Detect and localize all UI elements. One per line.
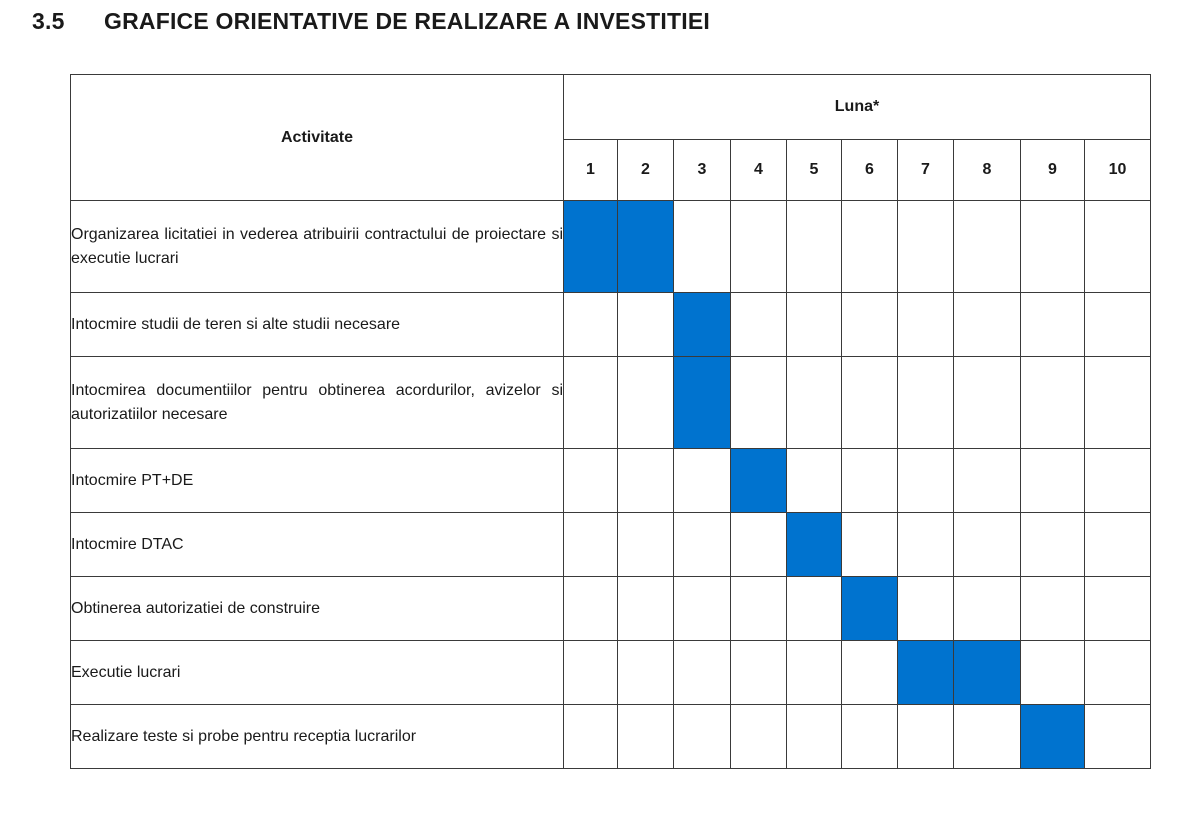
gantt-empty-cell xyxy=(564,293,618,357)
gantt-empty-cell xyxy=(618,705,674,769)
month-header-7: 7 xyxy=(898,140,954,201)
gantt-empty-cell xyxy=(898,705,954,769)
month-header-2: 2 xyxy=(618,140,674,201)
gantt-empty-cell xyxy=(787,293,842,357)
gantt-empty-cell xyxy=(674,641,731,705)
activity-label: Intocmirea documentiilor pentru obtinerea acordurilor, avizelor si autorizatiilor necesare xyxy=(71,357,564,449)
gantt-empty-cell xyxy=(618,293,674,357)
table-row xyxy=(71,449,1151,513)
gantt-empty-cell xyxy=(674,513,731,577)
gantt-empty-cell xyxy=(1085,705,1151,769)
table-row xyxy=(71,201,1151,293)
month-header-9: 9 xyxy=(1021,140,1085,201)
gantt-empty-cell xyxy=(954,705,1021,769)
gantt-empty-cell xyxy=(564,513,618,577)
gantt-empty-cell xyxy=(1021,449,1085,513)
gantt-empty-cell xyxy=(1021,641,1085,705)
gantt-empty-cell xyxy=(842,513,898,577)
gantt-empty-cell xyxy=(954,449,1021,513)
gantt-empty-cell xyxy=(898,577,954,641)
gantt-empty-cell xyxy=(954,293,1021,357)
month-header-1: 1 xyxy=(564,140,618,201)
section-number: 3.5 xyxy=(32,8,65,34)
month-header-5: 5 xyxy=(787,140,842,201)
gantt-empty-cell xyxy=(842,201,898,293)
table-row xyxy=(71,705,1151,769)
activity-label: Intocmire studii de teren si alte studii necesare xyxy=(71,293,564,357)
gantt-empty-cell xyxy=(787,705,842,769)
gantt-empty-cell xyxy=(787,201,842,293)
gantt-empty-cell xyxy=(898,357,954,449)
gantt-empty-cell xyxy=(842,705,898,769)
month-header-8: 8 xyxy=(954,140,1021,201)
gantt-empty-cell xyxy=(618,449,674,513)
table-row xyxy=(71,577,1151,641)
gantt-empty-cell xyxy=(674,705,731,769)
gantt-empty-cell xyxy=(842,449,898,513)
gantt-empty-cell xyxy=(954,513,1021,577)
gantt-bar-cell xyxy=(787,513,842,577)
gantt-empty-cell xyxy=(731,293,787,357)
table-row xyxy=(71,513,1151,577)
gantt-empty-cell xyxy=(1085,201,1151,293)
month-header-4: 4 xyxy=(731,140,787,201)
activity-label: Intocmire PT+DE xyxy=(71,449,564,513)
section-heading xyxy=(32,8,710,35)
gantt-empty-cell xyxy=(1021,201,1085,293)
gantt-empty-cell xyxy=(564,577,618,641)
month-group-header: Luna* xyxy=(564,75,1151,140)
gantt-empty-cell xyxy=(564,705,618,769)
gantt-empty-cell xyxy=(842,293,898,357)
gantt-bar-cell xyxy=(674,293,731,357)
gantt-empty-cell xyxy=(564,641,618,705)
activity-label: Obtinerea autorizatiei de construire xyxy=(71,577,564,641)
gantt-empty-cell xyxy=(674,449,731,513)
gantt-empty-cell xyxy=(787,449,842,513)
schedule-body xyxy=(71,201,1151,769)
gantt-empty-cell xyxy=(954,577,1021,641)
gantt-empty-cell xyxy=(898,449,954,513)
gantt-empty-cell xyxy=(1021,357,1085,449)
gantt-empty-cell xyxy=(564,449,618,513)
month-header-3: 3 xyxy=(674,140,731,201)
gantt-bar-cell xyxy=(674,357,731,449)
schedule-table xyxy=(70,74,1151,769)
gantt-empty-cell xyxy=(898,513,954,577)
gantt-empty-cell xyxy=(898,201,954,293)
activity-label: Executie lucrari xyxy=(71,641,564,705)
table-row xyxy=(71,357,1151,449)
gantt-empty-cell xyxy=(1021,577,1085,641)
gantt-empty-cell xyxy=(1085,641,1151,705)
gantt-empty-cell xyxy=(618,577,674,641)
gantt-bar-cell xyxy=(731,449,787,513)
activity-label: Intocmire DTAC xyxy=(71,513,564,577)
gantt-empty-cell xyxy=(731,577,787,641)
gantt-empty-cell xyxy=(731,201,787,293)
gantt-empty-cell xyxy=(1021,293,1085,357)
gantt-empty-cell xyxy=(618,513,674,577)
gantt-bar-cell xyxy=(842,577,898,641)
gantt-empty-cell xyxy=(787,357,842,449)
gantt-bar-cell xyxy=(618,201,674,293)
gantt-bar-cell xyxy=(564,201,618,293)
gantt-empty-cell xyxy=(674,201,731,293)
gantt-bar-cell xyxy=(954,641,1021,705)
table-row xyxy=(71,641,1151,705)
gantt-empty-cell xyxy=(787,577,842,641)
gantt-empty-cell xyxy=(731,705,787,769)
gantt-empty-cell xyxy=(954,357,1021,449)
gantt-empty-cell xyxy=(1085,449,1151,513)
gantt-empty-cell xyxy=(1085,357,1151,449)
gantt-empty-cell xyxy=(898,293,954,357)
activity-label: Realizare teste si probe pentru receptia lucrarilor xyxy=(71,705,564,769)
gantt-bar-cell xyxy=(898,641,954,705)
header-row-top xyxy=(71,75,1151,140)
table-row xyxy=(71,293,1151,357)
gantt-empty-cell xyxy=(1085,577,1151,641)
gantt-empty-cell xyxy=(787,641,842,705)
gantt-empty-cell xyxy=(564,357,618,449)
gantt-empty-cell xyxy=(618,357,674,449)
activity-header: Activitate xyxy=(71,75,564,201)
gantt-empty-cell xyxy=(1021,513,1085,577)
gantt-empty-cell xyxy=(842,357,898,449)
gantt-empty-cell xyxy=(731,357,787,449)
month-header-6: 6 xyxy=(842,140,898,201)
gantt-empty-cell xyxy=(731,513,787,577)
gantt-empty-cell xyxy=(618,641,674,705)
gantt-empty-cell xyxy=(1085,293,1151,357)
gantt-bar-cell xyxy=(1021,705,1085,769)
gantt-empty-cell xyxy=(674,577,731,641)
gantt-empty-cell xyxy=(731,641,787,705)
section-title: GRAFICE ORIENTATIVE DE REALIZARE A INVESTITIEI xyxy=(104,8,710,34)
gantt-empty-cell xyxy=(954,201,1021,293)
gantt-empty-cell xyxy=(1085,513,1151,577)
activity-label: Organizarea licitatiei in vederea atribuirii contractului de proiectare si executie lucrari xyxy=(71,201,564,293)
gantt-empty-cell xyxy=(842,641,898,705)
month-header-10: 10 xyxy=(1085,140,1151,201)
